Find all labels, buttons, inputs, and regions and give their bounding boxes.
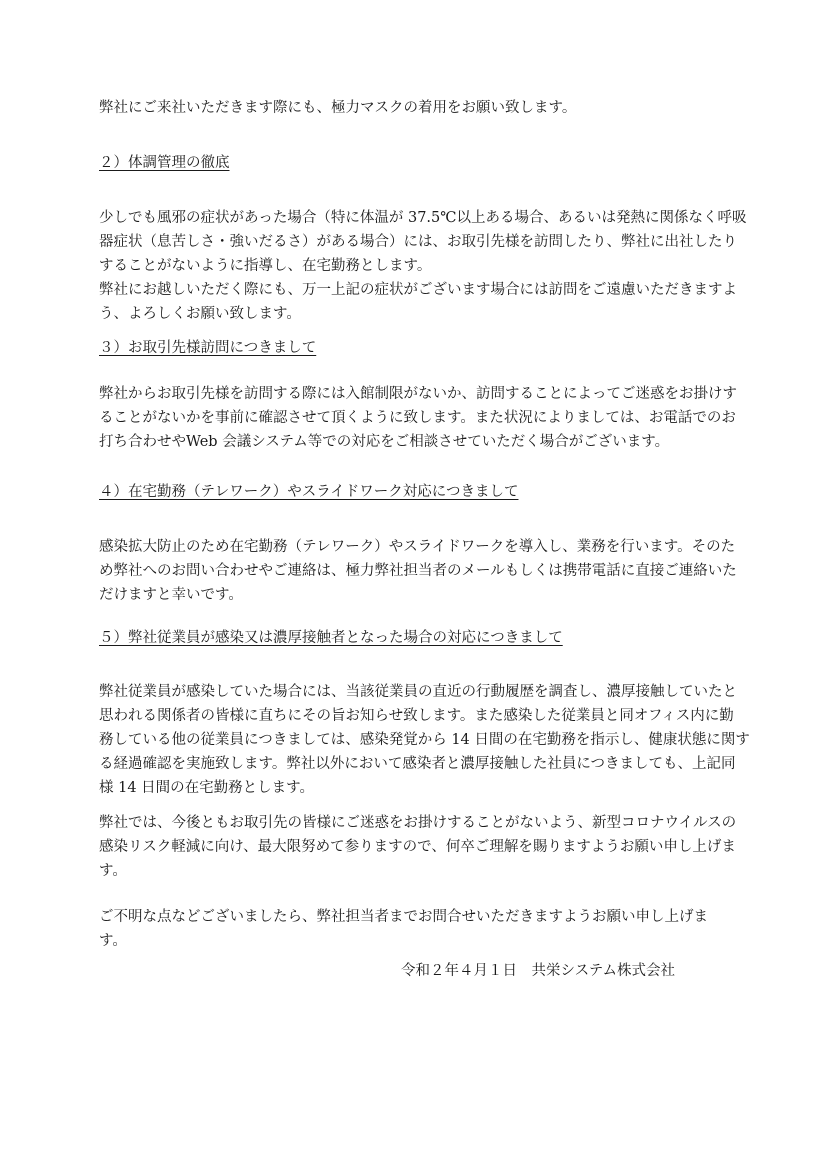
- section-2-paragraph: [99, 206, 747, 326]
- text-line: だけますと幸いです。: [99, 587, 243, 603]
- text-line: 様 14 日間の在宅勤務とします。: [99, 780, 315, 796]
- date-and-company-signature: 令和２年４月１日 共栄システム株式会社: [401, 963, 676, 979]
- text-line: 弊社従業員が感染していた場合には、当該従業員の直近の行動履歴を調査し、濃厚接触していたと: [99, 684, 737, 700]
- text-line: 思われる関係者の皆様に直ちにその旨お知らせ致します。また感染した従業員と同オフィス内に勤: [99, 708, 734, 724]
- section-4-heading: ４）在宅勤務（テレワーク）やスライドワーク対応につきまして: [99, 484, 519, 500]
- contact-paragraph: ご不明な点などございましたら、弊社担当者までお問合せいただきますようお願い申し上げます。: [99, 909, 708, 949]
- text-line: す。: [99, 863, 127, 879]
- text-line: ることがないかを事前に確認させて頂くように致します。また状況によりましては、お電話でのお: [99, 410, 736, 426]
- text-line: 少しでも風邪の症状があった場合（特に体温が 37.5℃以上ある場合、あるいは発熱に関係なく呼吸: [99, 210, 747, 226]
- text-line: 打ち合わせやWeb 会議システム等での対応をご相談させていただく場合がございます。: [99, 434, 670, 450]
- intro-paragraph: 弊社にご来社いただきます際にも、極力マスクの着用をお願い致します。: [99, 100, 577, 116]
- closing-paragraph: [99, 811, 737, 883]
- text-line: することがないように指導し、在宅勤務とします。: [99, 258, 432, 274]
- text-line: る経過確認を実施致します。弊社以外において感染者と濃厚接触した社員につきましても、上記同: [99, 756, 736, 772]
- text-line: う、よろしくお願い致します。: [99, 306, 301, 322]
- text-line: 弊社にお越しいただく際にも、万一上記の症状がございます場合には訪問をご遠慮いただきますよ: [99, 282, 737, 298]
- section-5-heading: ５）弊社従業員が感染又は濃厚接触者となった場合の対応につきまして: [99, 630, 563, 646]
- text-line: 器症状（息苦しさ・強いだるさ）がある場合）には、お取引先様を訪問したり、弊社に出社したり: [99, 234, 737, 250]
- section-2-heading: ２）体調管理の徹底: [99, 155, 230, 171]
- text-line: 感染リスク軽減に向け、最大限努めて参りますので、何卒ご理解を賜りますようお願い申し上げま: [99, 839, 736, 855]
- text-line: 感染拡大防止のため在宅勤務（テレワーク）やスライドワークを導入し、業務を行います。そのた: [99, 539, 736, 555]
- text-line: 弊社からお取引先様を訪問する際には入館制限がないか、訪問することによってご迷惑をお掛けす: [99, 386, 737, 402]
- section-5-paragraph: [99, 680, 750, 800]
- section-3-heading: ３）お取引先様訪問につきまして: [99, 340, 317, 356]
- text-line: 務している他の従業員につきましては、感染発覚から 14 日間の在宅勤務を指示し、健康状態に関す: [99, 732, 750, 748]
- text-line: め弊社へのお問い合わせやご連絡は、極力弊社担当者のメールもしくは携帯電話に直接ご連絡いた: [99, 563, 737, 579]
- section-3-paragraph: [99, 382, 737, 454]
- section-4-paragraph: [99, 535, 737, 607]
- text-line: 弊社では、今後ともお取引先の皆様にご迷惑をお掛けすることがないよう、新型コロナウイルスの: [99, 815, 737, 831]
